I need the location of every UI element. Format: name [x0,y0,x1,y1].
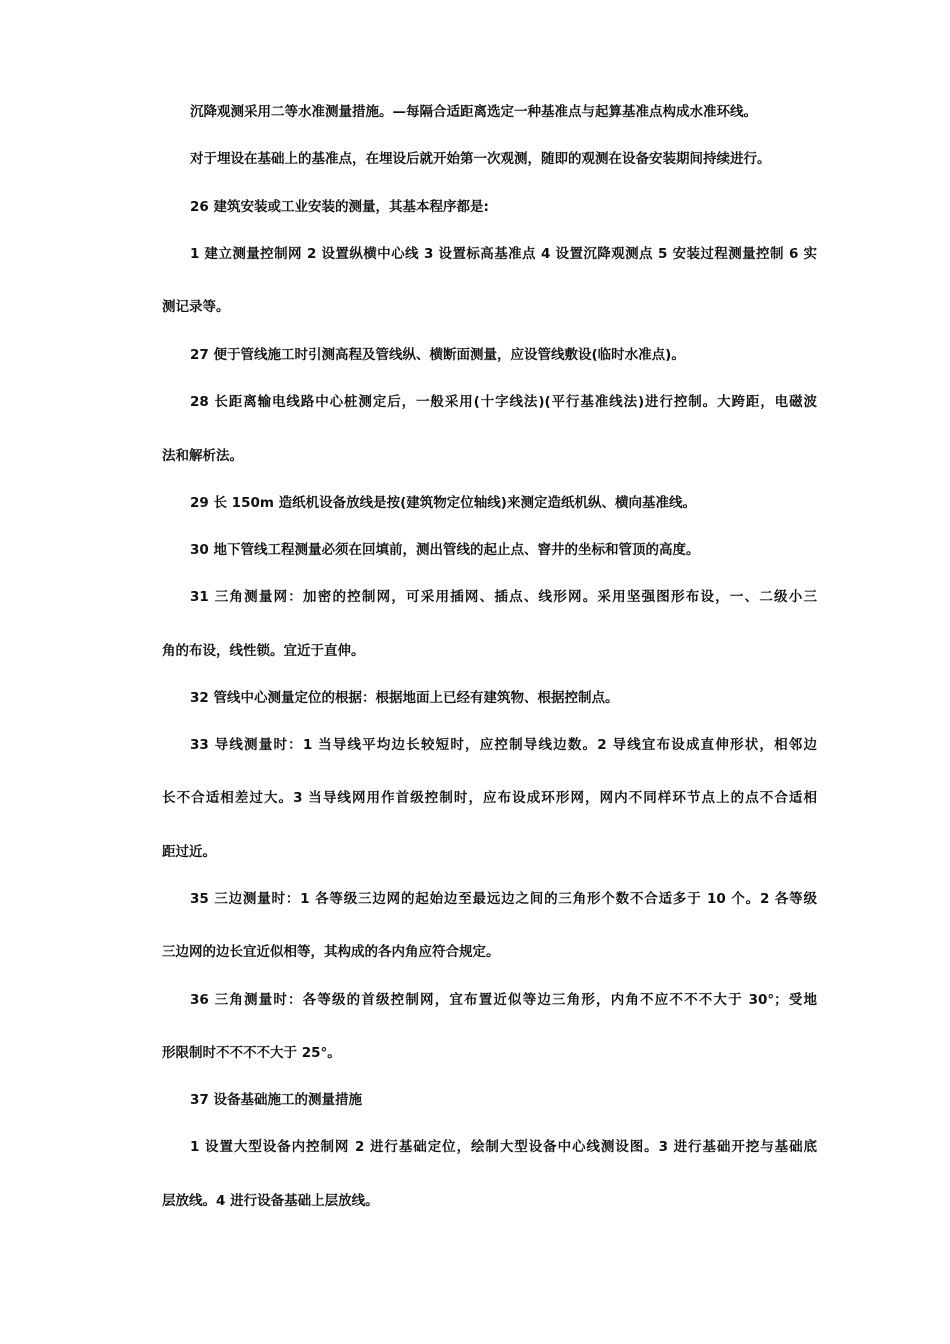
text-line: 距过近。 [162,844,216,860]
text-line: 长不合适相差过大。3 当导线网用作首级控制时，应布设成环形网，网内不同样环节点上的点不合适相 [162,790,817,806]
text-line: 27 便于管线施工时引测高程及管线纵、横断面测量，应设管线敷设(临时水准点)。 [190,347,685,363]
text-line: 法和解析法。 [162,448,243,464]
text-line: 形限制时不不不不大于 25°。 [162,1045,341,1061]
text-line: 30 地下管线工程测量必须在回填前，测出管线的起止点、窨井的坐标和管顶的高度。 [190,542,700,558]
text-line: 32 管线中心测量定位的根据：根据地面上已经有建筑物、根据控制点。 [190,690,619,706]
text-line: 31 三角测量网：加密的控制网，可采用插网、插点、线形网。采用坚强图形布设，一、二级小三 [190,589,817,605]
text-line: 1 设置大型设备内控制网 2 进行基础定位，绘制大型设备中心线测设图。3 进行基础开挖与基础底 [190,1139,817,1155]
text-line: 29 长 150m 造纸机设备放线是按(建筑物定位轴线)来测定造纸机纵、横向基准线。 [190,495,696,511]
text-line: 沉降观测采用二等水准测量措施。—每隔合适距离选定一种基准点与起算基准点构成水准环线。 [190,104,757,120]
text-line: 37 设备基础施工的测量措施 [190,1092,362,1108]
text-line: 对于埋设在基础上的基准点，在埋设后就开始第一次观测，随即的观测在设备安装期间持续进行。 [190,151,771,167]
text-line: 三边网的边长宜近似相等，其构成的各内角应符合规定。 [162,944,500,960]
text-line: 33 导线测量时：1 当导线平均边长较短时，应控制导线边数。2 导线宜布设成直伸形状，相邻边 [190,737,817,753]
text-line: 26 建筑安装或工业安装的测量，其基本程序都是: [190,199,489,215]
text-line: 测记录等。 [162,299,230,315]
text-line: 1 建立测量控制网 2 设置纵横中心线 3 设置标高基准点 4 设置沉降观测点 5 安装过程测量控制 6 实 [190,246,817,262]
text-line: 35 三边测量时：1 各等级三边网的起始边至最远边之间的三角形个数不合适多于 10 个。2 各等级 [190,891,817,907]
text-line: 角的布设，线性锁。宜近于直伸。 [162,643,365,659]
text-line: 28 长距离输电线路中心桩测定后，一般采用(十字线法)(平行基准线法)进行控制。大跨距，电磁波 [190,394,817,410]
text-line: 36 三角测量时：各等级的首级控制网，宜布置近似等边三角形，内角不应不不不大于 30°；受地 [190,992,817,1008]
text-line: 层放线。4 进行设备基础上层放线。 [162,1193,379,1209]
